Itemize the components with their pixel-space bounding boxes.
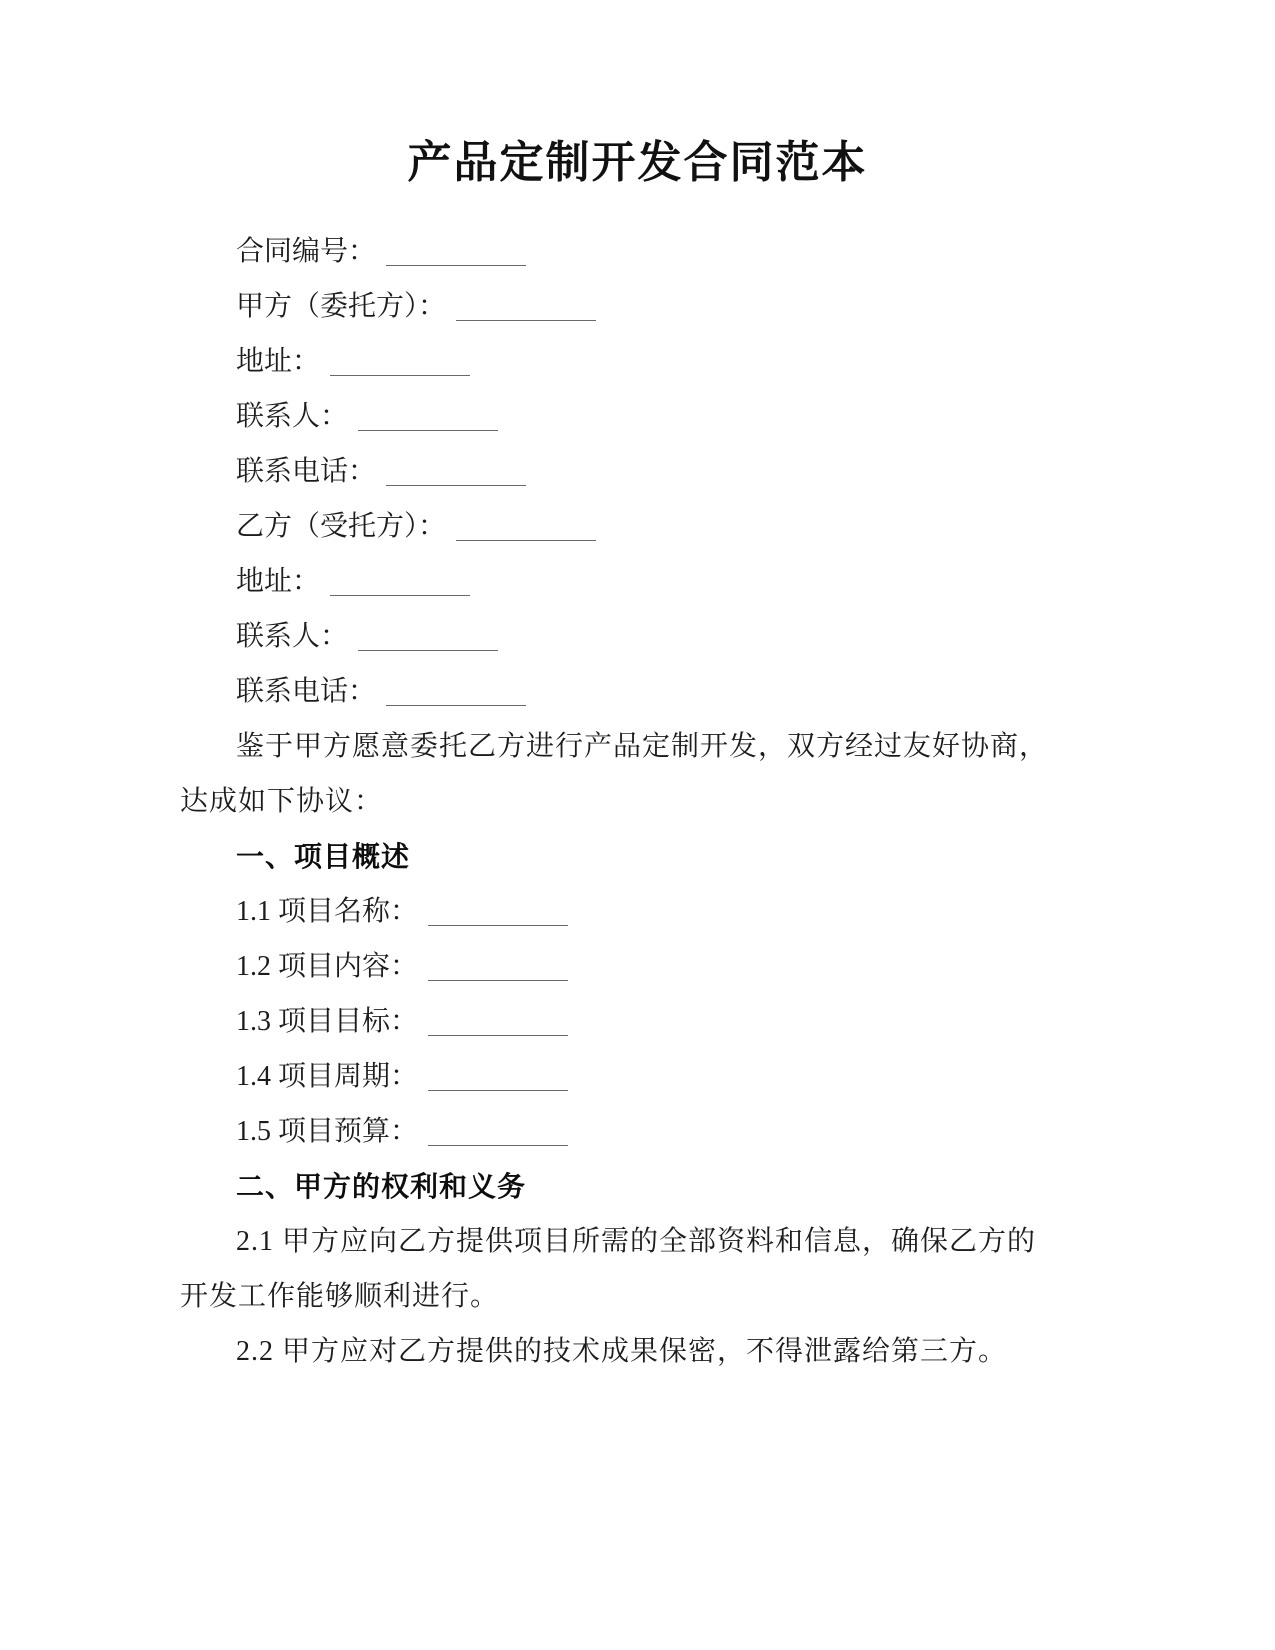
field-label-contract-number: 合同编号：	[236, 236, 377, 267]
preamble	[180, 719, 1095, 829]
blank-underline	[386, 693, 526, 706]
field-label-party-b-address: 地址：	[236, 566, 321, 597]
field-label-party-a: 甲方（委托方）：	[236, 291, 447, 322]
blank-underline	[358, 638, 498, 651]
blank-underline	[428, 1133, 568, 1146]
field-line-party-a-address	[180, 334, 1095, 389]
field-label-party-a-contact: 联系人：	[236, 401, 349, 432]
clause-2-1-line-2: 开发工作能够顺利进行。	[180, 1281, 500, 1312]
field-label-party-a-address: 地址：	[236, 346, 321, 377]
blank-underline	[428, 913, 568, 926]
field-line-party-a-contact	[180, 389, 1095, 444]
blank-underline	[428, 1078, 568, 1091]
item-project-goal	[180, 994, 1095, 1049]
blank-underline	[386, 253, 526, 266]
field-label-party-b: 乙方（受托方）：	[236, 511, 447, 542]
clause-2-1-line-1: 2.1 甲方应向乙方提供项目所需的全部资料和信息，确保乙方的	[236, 1226, 1037, 1257]
field-label-party-a-phone: 联系电话：	[236, 456, 377, 487]
blank-underline	[456, 308, 596, 321]
preamble-line-2: 达成如下协议：	[180, 786, 384, 817]
item-label-project-name: 1.1 项目名称：	[236, 896, 419, 927]
field-line-party-b	[180, 499, 1095, 554]
field-line-party-b-phone	[180, 664, 1095, 719]
item-label-project-goal: 1.3 项目目标：	[236, 1006, 419, 1037]
section-project-overview	[180, 829, 1095, 1159]
blank-underline	[456, 528, 596, 541]
blank-underline	[386, 473, 526, 486]
field-line-party-b-contact	[180, 609, 1095, 664]
header-fields	[180, 224, 1095, 719]
section2-heading: 二、甲方的权利和义务	[236, 1171, 527, 1202]
blank-underline	[330, 363, 470, 376]
field-line-contract-number	[180, 224, 1095, 279]
item-label-project-period: 1.4 项目周期：	[236, 1061, 419, 1092]
field-label-party-b-contact: 联系人：	[236, 621, 349, 652]
item-project-name	[180, 884, 1095, 939]
field-line-party-a-phone	[180, 444, 1095, 499]
blank-underline	[358, 418, 498, 431]
clause-2-2: 2.2 甲方应对乙方提供的技术成果保密，不得泄露给第三方。	[236, 1336, 1008, 1367]
item-project-period	[180, 1049, 1095, 1104]
field-line-party-b-address	[180, 554, 1095, 609]
section-party-a-rights	[180, 1159, 1095, 1379]
blank-underline	[428, 968, 568, 981]
section1-heading: 一、项目概述	[236, 841, 411, 872]
field-label-party-b-phone: 联系电话：	[236, 676, 377, 707]
preamble-line-1: 鉴于甲方愿意委托乙方进行产品定制开发，双方经过友好协商，	[236, 731, 1049, 762]
item-label-project-budget: 1.5 项目预算：	[236, 1116, 419, 1147]
contract-title: 产品定制开发合同范本	[407, 138, 868, 187]
field-line-party-a	[180, 279, 1095, 334]
item-project-content	[180, 939, 1095, 994]
blank-underline	[428, 1023, 568, 1036]
item-project-budget	[180, 1104, 1095, 1159]
blank-underline	[330, 583, 470, 596]
item-label-project-content: 1.2 项目内容：	[236, 951, 419, 982]
